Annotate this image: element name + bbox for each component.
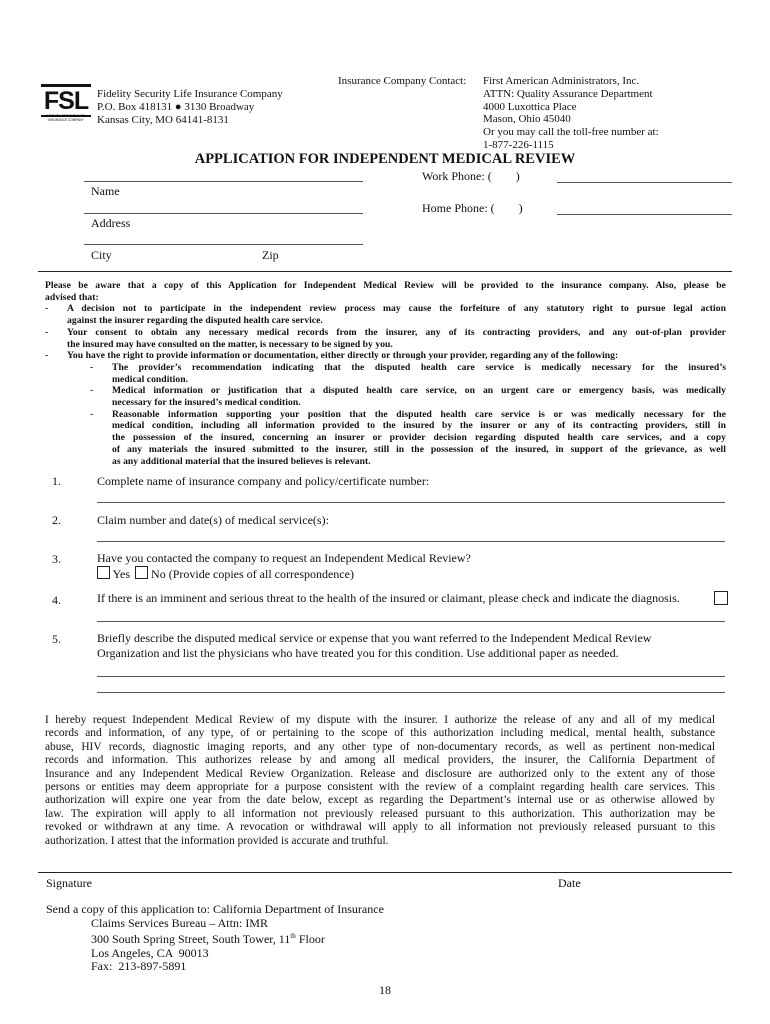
no-label: No (Provide copies of all correspondence)	[151, 567, 354, 581]
notice-sub-bullet	[45, 362, 726, 385]
question-4-number: 4.	[52, 593, 61, 607]
send-to-line: Claims Services Bureau – Attn: IMR	[91, 915, 268, 930]
notice-sub-bullet	[45, 385, 726, 408]
bullet-line: as any additional material that the insured believes is relevant.	[112, 455, 371, 467]
contact-line: Mason, Ohio 45040	[483, 113, 571, 126]
authorization-line: revoked or withdrawn at any time. A revocation or withdrawal will apply to all information not previously released pursuant to this	[45, 821, 715, 834]
question-5-answer-line[interactable]	[97, 692, 725, 693]
date-label: Date	[558, 876, 581, 890]
contact-line: First American Administrators, Inc.	[483, 75, 640, 87]
question-2-text: Claim number and date(s) of medical service(s):	[97, 513, 329, 527]
send-to-sup: th	[290, 932, 296, 941]
bullet-line: The provider’s recommendation indicating that the disputed health care service is medically necessary for the insured’s	[112, 361, 726, 373]
bullet-dash: -	[90, 361, 94, 373]
company-address-2: Kansas City, MO 64141-8131	[97, 113, 229, 126]
bullet-line: the possession of the insured, concerning an insurer or provider decision regarding disputed health care services, and a copy	[112, 432, 726, 444]
send-to-line: Fax: 213-897-5891	[91, 959, 187, 974]
question-2-number: 2.	[52, 513, 61, 527]
contact-details	[483, 75, 659, 152]
contact-line: 4000 Luxottica Place	[483, 100, 577, 113]
question-5-number: 5.	[52, 632, 61, 646]
bullet-line: of any materials the insured submitted to the insurer, still in the possession of the insured, in support of the grievance, as well	[112, 443, 726, 455]
bullet-dash: -	[90, 385, 94, 397]
notice-sub-bullet	[45, 409, 726, 468]
bullet-dash: -	[45, 350, 49, 362]
page-number: 18	[379, 983, 391, 997]
send-to-floor: Floor	[295, 932, 325, 947]
notice-bullet	[45, 350, 726, 362]
question-5-line-2: Organization and list the physicians who have treated you for this condition. Use additional paper as needed.	[97, 646, 619, 660]
authorization-paragraph	[45, 714, 715, 848]
bullet-line: You have the right to provide information or documentation, either directly or through your provider, regarding any of the following:	[67, 350, 619, 362]
bullet-line: Reasonable information supporting your position that the disputed health care service is or was medically necessary for the	[112, 408, 726, 420]
home-phone-field-line[interactable]	[557, 214, 732, 215]
question-1-number: 1.	[52, 474, 61, 488]
bullet-line: the insured may have consulted on the matter, is necessary to be signed by you.	[67, 338, 393, 350]
home-phone-label: Home Phone: ( )	[422, 201, 523, 215]
signature-label: Signature	[46, 876, 92, 890]
bullet-line: Your consent to obtain any necessary medical records from the insurer, any of its contracting providers, and any out-of-plan provider	[67, 326, 726, 338]
contact-label: Insurance Company Contact:	[338, 75, 467, 87]
no-checkbox[interactable]	[135, 566, 148, 579]
question-5-answer-line[interactable]	[97, 676, 725, 677]
bullet-line: medical condition, including all information provided to the insured by the insurer or any of its contracting providers, still in	[112, 420, 726, 432]
send-to-street: 300 South Spring Street, South Tower, 11	[91, 932, 291, 947]
bullet-line: A decision not to participate in the independent review process may cause the forfeiture of any statutory right to pursue legal action	[67, 303, 726, 315]
authorization-line: law. The expiration will apply to all information not previously released pursuant to this authorization. This authorization may be	[45, 807, 715, 820]
bullet-dash: -	[45, 326, 49, 338]
yes-checkbox[interactable]	[97, 566, 110, 579]
work-phone-field-line[interactable]	[557, 182, 732, 183]
address-label: Address	[91, 216, 131, 230]
bullet-line: against the insurer regarding the disputed health care service.	[67, 315, 323, 327]
authorization-line: authorization will expire one year from the date below, except as regarding the Department’s internal use or as otherwise allowed by	[45, 794, 715, 807]
question-5-line-1: Briefly describe the disputed medical service or expense that you want referred to the Independent Medical Review	[97, 631, 652, 645]
send-to-block	[46, 903, 384, 974]
bullet-line: necessary for the insured’s medical condition.	[112, 397, 301, 409]
question-3-options	[97, 566, 354, 582]
authorization-line: I hereby request Independent Medical Review of my dispute with the insurer. I authorize the release of any and all of my medical	[45, 714, 715, 726]
notice-intro-line: advised that:	[45, 291, 99, 303]
authorization-line: Insurance and any Independent Medical Review Organization. Release and disclosure are authorized only to the extent any of those	[45, 767, 715, 780]
logo-subtext: FIDELITY SECURITY LIFE INSURANCE COMPANY	[46, 114, 86, 122]
authorization-line: records and information, of any type, of or pertaining to the scope of this authorization including medical, mental health, substance	[45, 727, 715, 740]
notice-bullet	[45, 303, 726, 326]
address-field-line[interactable]	[84, 213, 363, 214]
signature-line[interactable]	[38, 872, 732, 873]
send-to-line	[91, 930, 384, 947]
city-zip-field-line[interactable]	[84, 244, 363, 245]
notice-block	[45, 280, 726, 467]
work-phone-label: Work Phone: ( )	[422, 169, 520, 183]
question-1-answer-line[interactable]	[97, 502, 725, 503]
authorization-line: records and information. This authorizes release by and among all medical providers, the insurer, the California Department of	[45, 754, 715, 767]
company-address-1: P.O. Box 418131 ● 3130 Broadway	[97, 100, 255, 113]
bullet-line: medical condition.	[112, 373, 189, 385]
contact-line: 1-877-226-1115	[483, 138, 554, 151]
question-3-number: 3.	[52, 552, 61, 566]
send-to-intro: Send a copy of this application to: California Department of Insurance	[46, 902, 384, 916]
company-info	[97, 88, 283, 126]
company-logo	[41, 84, 91, 124]
notice-intro-line: Please be aware that a copy of this Application for Independent Medical Review will be provided to the insurance company. Also, please be	[45, 280, 726, 291]
authorization-line: authorization. I attest that the information provided is accurate and truthful.	[45, 834, 389, 847]
company-name: Fidelity Security Life Insurance Company	[97, 88, 283, 100]
name-label: Name	[91, 184, 120, 198]
question-1-text: Complete name of insurance company and policy/certificate number:	[97, 474, 430, 488]
bullet-dash: -	[45, 303, 49, 315]
name-field-line[interactable]	[84, 181, 363, 182]
question-4-text: If there is an imminent and serious threat to the health of the insured or claimant, please check and indicate the diagnosis.	[97, 591, 680, 605]
question-4-answer-line[interactable]	[97, 621, 725, 622]
threat-checkbox[interactable]	[714, 591, 728, 605]
question-3-text: Have you contacted the company to request an Independent Medical Review?	[97, 551, 471, 565]
send-to-line: Los Angeles, CA 90013	[91, 945, 209, 960]
notice-bullet	[45, 327, 726, 350]
bullet-dash: -	[90, 408, 94, 420]
yes-label: Yes	[112, 567, 131, 581]
authorization-line: persons or entities may deem appropriate for a purpose consistent with the review of a complaint regarding health care services. This	[45, 781, 715, 794]
zip-label: Zip	[262, 248, 279, 262]
city-label: City	[91, 248, 112, 262]
question-2-answer-line[interactable]	[97, 541, 725, 542]
page-title: APPLICATION FOR INDEPENDENT MEDICAL REVIEW	[194, 151, 576, 167]
contact-line: ATTN: Quality Assurance Department	[483, 87, 653, 100]
authorization-line: abuse, HIV records, diagnostic imaging reports, and any other type of non-documentary records, as well as pertinent non-medical	[45, 740, 715, 753]
bullet-line: Medical information or justification that a disputed health care service, on an urgent care or emergency basis, was medically	[112, 385, 726, 397]
logo-mark: FSL	[41, 84, 91, 117]
contact-line: Or you may call the toll-free number at:	[483, 126, 659, 139]
section-divider	[38, 271, 732, 272]
